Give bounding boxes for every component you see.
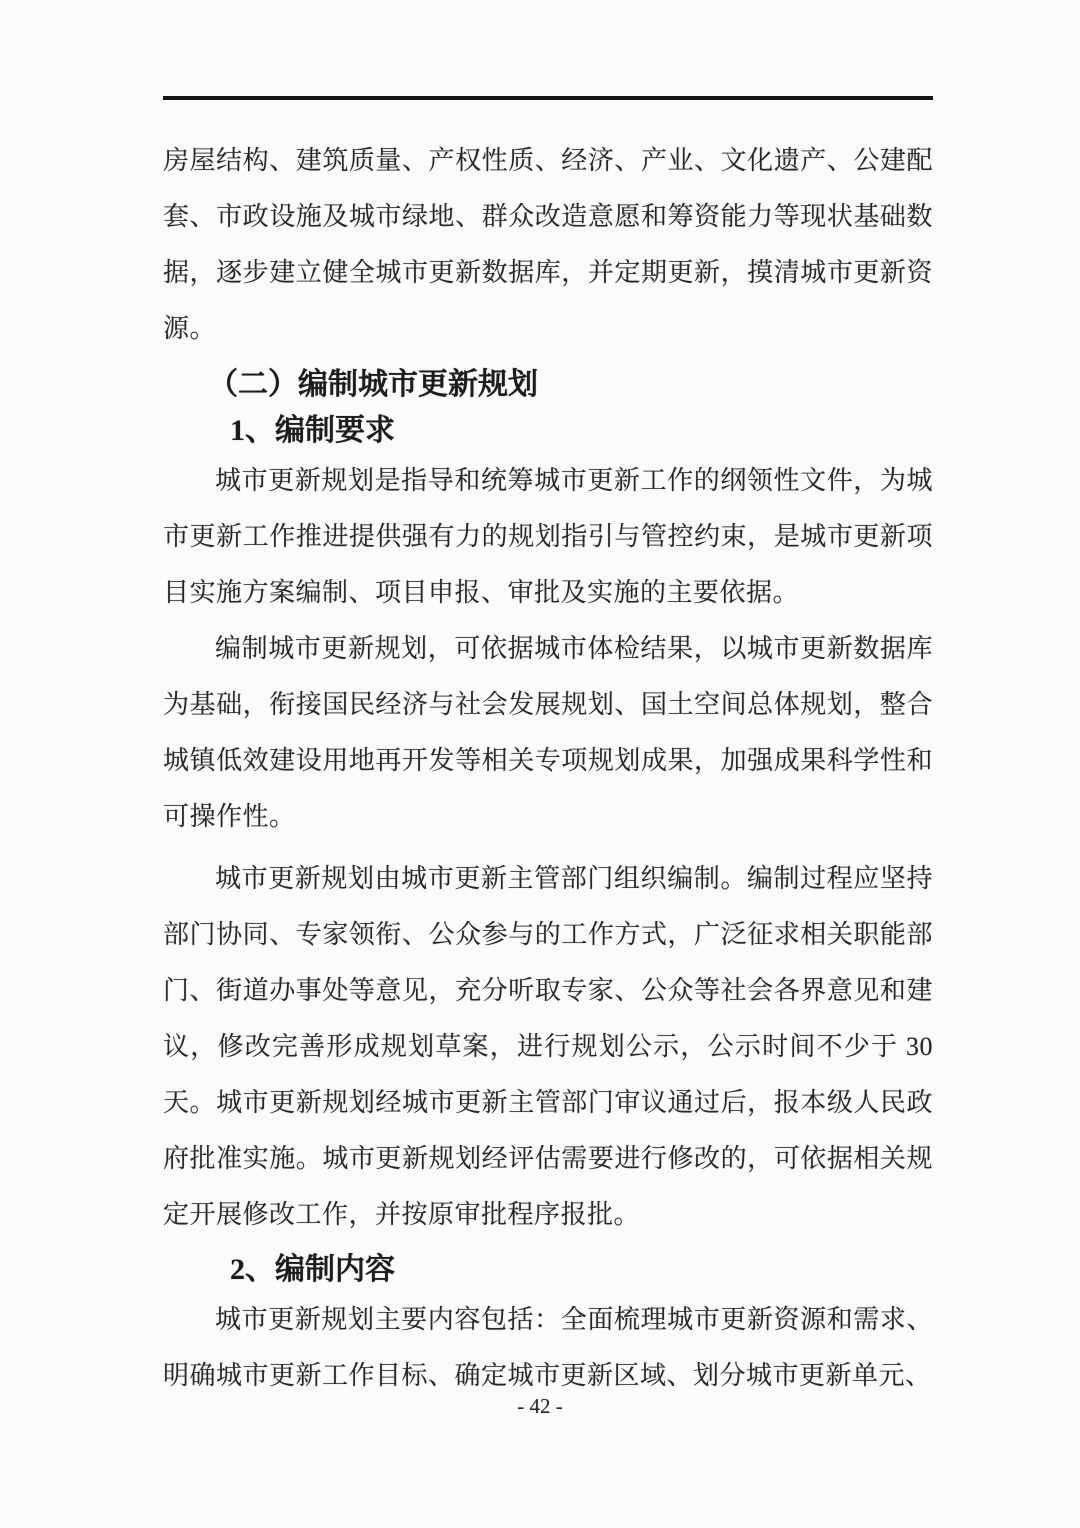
page-content [163, 100, 933, 1404]
paragraph: 编制城市更新规划，可依据城市体检结果，以城市更新数据库为基础，衔接国民经济与社会发展规划、国土空间总体规划，整合城镇低效建设用地再开发等相关专项规划成果，加强成果科学性和可操作性。 [163, 634, 933, 831]
paragraph: 城市更新规划是指导和统筹城市更新工作的纲领性文件，为城市更新工作推进提供强有力的规划指引与管控约束，是城市更新项目实施方案编制、项目申报、审批及实施的主要依据。 [163, 466, 933, 607]
paragraph-continuation: 房屋结构、建筑质量、产权性质、经济、产业、文化遗产、公建配套、市政设施及城市绿地、群众改造意愿和筹资能力等现状基础数据，逐步建立健全城市更新数据库，并定期更新，摸清城市更新资源。 [163, 146, 933, 343]
page-number: - 42 - [517, 1394, 563, 1418]
sub-heading-requirements: 1、编制要求 [230, 414, 395, 447]
paragraph: 城市更新规划由城市更新主管部门组织编制。编制过程应坚持部门协同、专家领衔、公众参与的工作方式，广泛征求相关职能部门、街道办事处等意见，充分听取专家、公众等社会各界意见和建议，修改完善形成规划草案，进行规划公示，公示时间不少于 30 天。城市更新规划经城市更新主管部门审议通过后，报本级人民政府批准实施。城市更新规划经评估需要进行修改的，可依据相关规定开展修改工作，并按原审批程序报批。 [163, 864, 933, 1229]
paragraph: 城市更新规划主要内容包括：全面梳理城市更新资源和需求、明确城市更新工作目标、确定城市更新区域、划分城市更新单元、 [163, 1305, 933, 1390]
sub-heading-contents: 2、编制内容 [230, 1253, 395, 1286]
section-heading: （二）编制城市更新规划 [208, 368, 538, 401]
